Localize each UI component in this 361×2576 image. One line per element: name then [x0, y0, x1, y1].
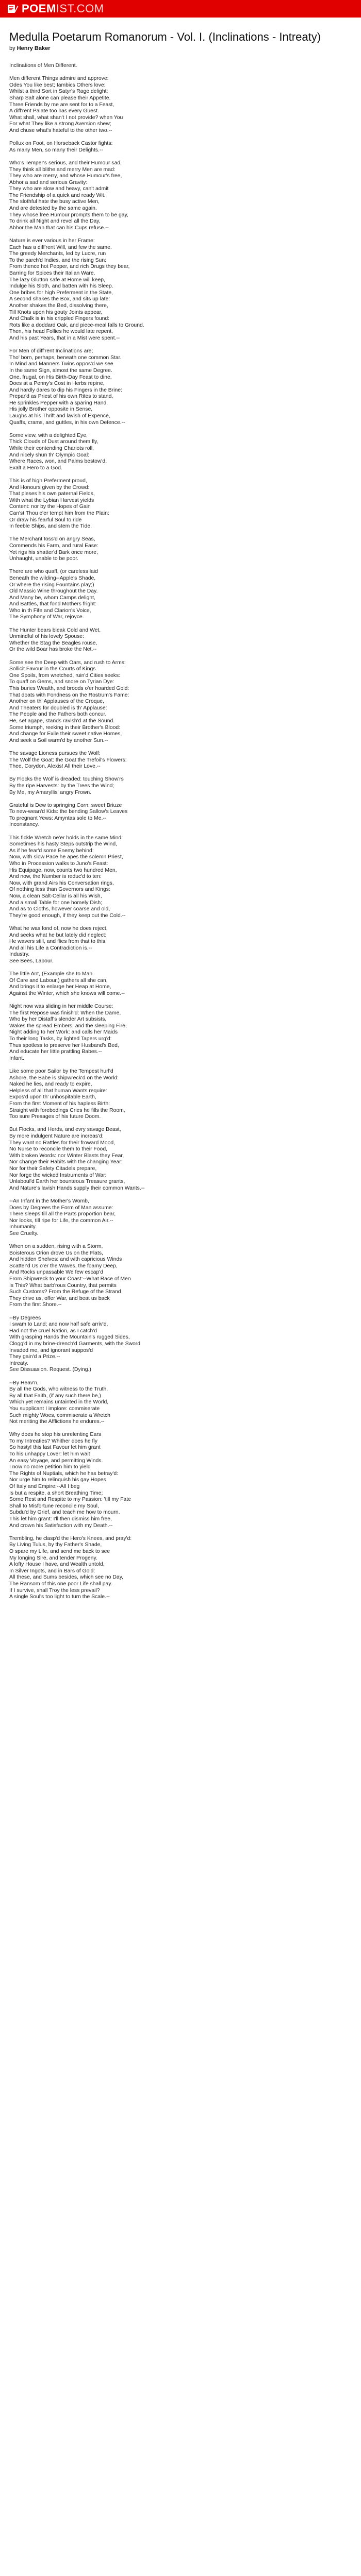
poem-line: And a small Table for one homely Dish;	[9, 900, 103, 906]
poem-line: Prepar'd as Priest of his own Rites to stand,	[9, 394, 113, 400]
poem-line: Thee, Corydon, Alexis! All their Love.--	[9, 764, 101, 770]
poem-line: To pregnant Yews: Amyntas sole to Me.--	[9, 815, 107, 821]
poem-line: As if he fear'd some Enemy behind:	[9, 848, 94, 854]
poem-line: And brings it to enlarge her Heap at Home,	[9, 984, 111, 990]
poem-line: Of nothing less than Governors and Kings:	[9, 887, 110, 893]
poem-line: This is of high Preferment proud,	[9, 478, 87, 484]
poem-line: By more indulgent Nature are increas'd:	[9, 1133, 104, 1139]
poem-line: In the same Sign, almost the same Degree.	[9, 367, 112, 374]
poem-line: --By Heav'n,	[9, 1380, 39, 1386]
poem-line: By all the Gods, who witness to the Truth,	[9, 1386, 108, 1393]
poem-line: Nor looks, till ripe for Life, the common Air.--	[9, 1217, 113, 1224]
poem-stanza	[9, 971, 352, 997]
poem-line: The slothful hate the busy active Men,	[9, 199, 100, 205]
poem-line: Laughs at his Thrift and lavish of Expence,	[9, 413, 110, 419]
poem-stanza	[9, 1004, 352, 1062]
poemist-logo-icon	[7, 3, 19, 14]
poem-line: Whether the Stag the Beagles rouse,	[9, 640, 97, 646]
poem-line: The Merchant toss'd on angry Seas,	[9, 536, 95, 543]
byline-prefix: by	[9, 45, 15, 52]
poem-stanza	[9, 835, 352, 920]
poem-line: Naked he lies, and ready to expire,	[9, 1081, 92, 1088]
poem-line: The Rights of Nuptials, which he has betray'd:	[9, 1470, 119, 1477]
poem-line: In Silver Ingots, and in Bars of Gold:	[9, 1568, 95, 1574]
poem-line: Intreaty.	[9, 1360, 28, 1366]
poem-line: Inclinations of Men Different.	[9, 63, 77, 69]
poem-line: Had not the cruel Nation, as I catch'd	[9, 1328, 97, 1334]
poem-line: Is This? What barb'rous Country, that permits	[9, 1282, 117, 1289]
poem-line: You supplicant I implore: commiserate	[9, 1405, 100, 1412]
poem-line: The lazy Glutton safe at Home will keep,	[9, 277, 105, 283]
poem-line: And are detested by the same again.	[9, 206, 97, 212]
poem-line: If I survive, shall Troy the less prevail?	[9, 1587, 100, 1594]
poem-line: Thick Clouds of Dust around them fly,	[9, 439, 99, 445]
poem-line: His jolly Brother opposite in Sense,	[9, 406, 93, 413]
poem-line: Nor forge the wicked Instruments of War:	[9, 1172, 107, 1178]
poem-line: Is but a respite, a short Breathing Time;	[9, 1490, 103, 1496]
poem-line: In feeble Ships, and stem the Tide.	[9, 523, 92, 530]
poem-line: See Bees, Labour.	[9, 958, 54, 964]
poem-line: Nor urge him to relinquish his gay Hopes	[9, 1477, 106, 1483]
poem-line: And hidden Shelves: and with capricious Winds	[9, 1257, 122, 1263]
poem-stanza	[9, 1127, 352, 1192]
poem-line: They think all blithe and merry Men are mad:	[9, 166, 116, 173]
poem-line: He wavers still, and flies from that to this,	[9, 939, 107, 945]
poem-line: They who are slow and heavy, can't admit	[9, 186, 109, 192]
poem-line: And all his Life a Contradiction is.--	[9, 945, 92, 951]
poem-line: This buries Wealth, and broods o'er hoarded Gold:	[9, 686, 129, 691]
poem-line: Such Customs? From the Refuge of the Strand	[9, 1289, 121, 1295]
poem-stanza	[9, 76, 352, 134]
poem-line: Of Care and Labour,) gathers all she can,	[9, 977, 108, 984]
poem-line: And Rocks unpassable We few escap'd	[9, 1269, 103, 1276]
poem-line: Some Rest and Respite to my Passion: 'till my Fate	[9, 1497, 131, 1503]
poem-line: His Equipage, now, counts two hundred Men,	[9, 867, 117, 873]
poem-line: Commends his Farm, and rural Ease:	[9, 543, 99, 549]
poem-line: Exalt a Hero to a God.	[9, 465, 62, 471]
poem-line: This let him grant: I'll then dismiss him free,	[9, 1516, 112, 1522]
poem-stanza	[9, 238, 352, 342]
poem-line: And seek a Soil warm'd by another Sun.--	[9, 737, 108, 743]
poem-line: Who's Temper's serious, and their Humour sad,	[9, 160, 122, 166]
poem-line: By Living Tulus, by thy Father's Shade,	[9, 1542, 102, 1548]
poem-stanza	[9, 478, 352, 530]
poem-line: Tho' born, perhaps, beneath one common Star.	[9, 354, 122, 361]
poem-line: As many Men, so many their Delights.--	[9, 147, 103, 153]
poem-line: There are who quaff, (or careless laid	[9, 569, 98, 575]
poem-line: I swam to Land; and now half safe arriv'd,	[9, 1321, 108, 1328]
poem-line: Of Italy and Empire:--All I beg	[9, 1484, 80, 1490]
poem-line: My longing Sire, and tender Progeny.	[9, 1555, 97, 1561]
poem-line: Then, his head Follies he would late repent,	[9, 329, 113, 335]
poem-body	[9, 63, 352, 1601]
poem-stanza	[9, 160, 352, 232]
poem-line: To quaff on Gems, and snore on Tyrian Dye:	[9, 679, 114, 685]
poem-line: Where Races, won, and Palms bestow'd,	[9, 459, 107, 465]
poem-stanza	[9, 63, 352, 70]
poem-line: Ashore, the Babe is shipwreck'd on the World:	[9, 1075, 119, 1081]
poem-line: Clogg'd in my brine-drench'd Garments, with the Sword	[9, 1341, 141, 1347]
poem-stanza	[9, 1069, 352, 1121]
poem-line: With what the Lybian Harvest yields	[9, 497, 94, 503]
poem-line: And nicely shun th' Olympic Goal:	[9, 452, 90, 458]
poem-line: Another shakes the Bed, dissolving there,	[9, 302, 108, 309]
poem-line: Pollux on Foot, on Horseback Castor fights:	[9, 141, 113, 147]
poem-line: Beneath the wilding--Apple's Shade,	[9, 575, 96, 581]
poem-line: And Theaters for doubled is th' Applause:	[9, 705, 107, 711]
poem-line: Which yet remains untainted in the World,	[9, 1399, 109, 1405]
logo-word: POEM	[22, 2, 56, 15]
poem-line: But Flocks, and Herds, and evry savage Beast,	[9, 1127, 121, 1133]
poem-line: Like some poor Sailor by the Tempest hurl'd	[9, 1069, 113, 1075]
poem-line: One bribes for high Preferment in the State,	[9, 290, 113, 296]
poem-line: By the ripe Harvests: by the Trees the Wind;	[9, 783, 114, 789]
poem-line: Sometimes his hasty Steps outstrip the Wind,	[9, 841, 118, 848]
poem-line: Trembling, he clasp'd the Hero's Knees, and pray'd:	[9, 1535, 132, 1541]
poem-line: They whose free Humour prompts them to be gay,	[9, 212, 128, 218]
poem-line: Rots like a doddard Oak, and piece-meal falls to Ground.	[9, 322, 144, 328]
poem-line: A lofty House I have, and Wealth untold,	[9, 1562, 105, 1568]
poem-stanza	[9, 1198, 352, 1238]
poem-line: Subdu'd by Grief, and teach me how to mourn.	[9, 1510, 120, 1516]
poem-line: The first Repose was finish'd: When the Dame,	[9, 1010, 121, 1016]
poem-line: He, set agape, stands ravish'd at the Sound.	[9, 718, 115, 724]
poem-line: And Many be, whom Camps delight,	[9, 595, 95, 601]
poem-line: This fickle Wretch ne'er holds in the same Mind:	[9, 835, 123, 841]
poem-line: For what They like a strong Aversion shew;	[9, 121, 111, 127]
poem-line: See Dissuasion. Request. (Dying.)	[9, 1367, 91, 1373]
poem-stanza	[9, 803, 352, 828]
poem-line: Wakes the spread Embers, and the sleeping Fire,	[9, 1023, 127, 1029]
poem-line: To drink all Night and revel all the Day,	[9, 218, 101, 225]
poem-line: Straight with forebodings Cries he fills the Room,	[9, 1107, 125, 1113]
poem-line: Quaffs, crams, and guttles, in his own Defence.--	[9, 419, 125, 426]
poem-line: A single Soul's too light to turn the Scale.--	[9, 1594, 110, 1600]
site-header	[0, 0, 361, 18]
poem-line: And change for Exile their sweet native Homes,	[9, 731, 122, 737]
poem-line: Sollicit Favour in the Courts of Kings.	[9, 666, 97, 672]
poem-line: The savage Lioness pursues the Wolf:	[9, 750, 101, 756]
poem-line: The People and the Fathers both concur.	[9, 711, 107, 718]
poem-stanza	[9, 926, 352, 965]
poem-line: They who are merry, and whose Humour's free,	[9, 173, 122, 179]
poem-line: What shall, what shan't I not provide? when You	[9, 114, 123, 121]
poem-stanza	[9, 751, 352, 770]
poem-stanza	[9, 1380, 352, 1426]
poem-line: Scatter'd Us o'er the Waves, the foamy Deep,	[9, 1263, 118, 1269]
poem-line: Content: nor by the Hopes of Gain	[9, 504, 91, 510]
poem-line: The Hunter bears bleak Cold and Wet,	[9, 627, 101, 633]
poem-line: Unhaught, unable to be poor.	[9, 556, 79, 562]
poem-line: Now, with slow Pace he apes the solemn Priest,	[9, 854, 123, 860]
poem-line: By Me, my Amaryllis' angry Frown.	[9, 789, 92, 795]
poem-line: When on a sudden, rising with a Storm,	[9, 1244, 103, 1250]
poem-stanza	[9, 1432, 352, 1529]
poem-line: All these, and Sums besides, which see no Day,	[9, 1574, 124, 1581]
poem-author[interactable]: Henry Baker	[17, 45, 51, 52]
poem-line: What he was fond of, now he does reject,	[9, 925, 108, 931]
poem-line: Some triumph, reeking in their Brother's Blood:	[9, 724, 121, 731]
poem-line: Some view, with a delighted Eye,	[9, 432, 88, 438]
poem-line: There sleeps till all the Parts proportion bear,	[9, 1211, 116, 1217]
poem-line: Yet rigs his shatter'd Bark once more,	[9, 549, 98, 555]
poem-line: To his unhappy Lover: let him wait	[9, 1451, 90, 1458]
poem-line: That pleses his own paternal Fields,	[9, 491, 95, 497]
poem-byline	[9, 45, 352, 52]
poem-line: Or where the rising Fountains play;)	[9, 582, 94, 588]
poem-line: And Battles, that fond Mothers fright:	[9, 601, 96, 607]
poem-line: Industry.	[9, 952, 30, 958]
poem-line: Indulge his Sloth, and batten with his Sleep.	[9, 283, 113, 290]
poem-line: While their contending Chariots roll,	[9, 446, 94, 452]
poem-line: Does by Degrees the Form of Man assume:	[9, 1205, 113, 1211]
poem-line: And Nature's lavish Hands supply their common Wants.--	[9, 1185, 145, 1191]
poem-line: Odes You like best; Iambics Others love:	[9, 82, 106, 88]
poem-line: Nor for their Safety Citadels prepare,	[9, 1165, 97, 1172]
poem-line: Who in th Fife and Clarion's Voice,	[9, 607, 91, 614]
poem-line: From the first Moment of his hapless Birth:	[9, 1101, 110, 1107]
poem-stanza	[9, 628, 352, 653]
logo-suffix: IST.COM	[56, 2, 104, 15]
poem-line: Inhumanity.	[9, 1224, 37, 1230]
poem-stanza	[9, 433, 352, 472]
poem-line: And hardly dares to dip his Fingers in the Brine:	[9, 387, 122, 393]
poem-line: And crown his Satisfaction with my Death.--	[9, 1522, 113, 1529]
poem-line: Three Friends by me are sent for to a Feast,	[9, 101, 114, 108]
poem-line: Invaded me, and ignorant suppos'd	[9, 1347, 93, 1353]
poem-line: Nor change their Habits with the changing Year:	[9, 1159, 123, 1165]
poem-line: Night adding to her Work: and calls her Maids	[9, 1029, 118, 1036]
poem-line: Till Knots upon his gouty Joints appear,	[9, 309, 103, 315]
poem-line: Too sure Presages of his future Doom.	[9, 1114, 101, 1120]
poem-line: And chuse what's hateful to the other two.--	[9, 127, 112, 133]
poem-stanza	[9, 776, 352, 796]
poem-line: Barring for Spices their Italian Ware.	[9, 270, 95, 276]
poem-line: Nature is ever various in her Frame:	[9, 238, 95, 244]
poem-line: O spare my Life, and send me back to see	[9, 1548, 110, 1554]
poem-line: And Chalk is in his crippled Fingers found:	[9, 316, 110, 322]
poem-line: The greedy Merchants, led by Lucre, run	[9, 251, 106, 257]
poem-stanza	[9, 536, 352, 562]
poem-line: And now, the Number is reduc'd to ten:	[9, 874, 102, 880]
poem-line: --By Degrees	[9, 1315, 41, 1321]
poem-line: Abhor the Man that can his Cups refuse.--	[9, 225, 109, 231]
poem-line: For Men of diff'rent Inclinations are;	[9, 348, 93, 354]
poem-line: And as to Cloths, however coarse and old,	[9, 906, 110, 912]
poem-line: Shall to Misfortune reconcile my Soul,	[9, 1503, 99, 1509]
poem-line: To the parch'd Indies, and the rising Sun:	[9, 257, 106, 263]
poem-line: Another on th' Applauses of the Croque,	[9, 699, 104, 705]
poem-line: And educate her little prattling Babes.--	[9, 1049, 102, 1055]
poem-line: The Ransom of this one poor Life shall pay.	[9, 1581, 112, 1587]
poem-line: Who by her Distaff's slender Art subsists,	[9, 1016, 107, 1023]
poem-line: And seeks what he but lately did neglect:	[9, 932, 107, 938]
poem-line: The Symphony of War, rejoyce.	[9, 614, 84, 620]
poem-line: The little Ant, (Example she to Man	[9, 971, 93, 977]
poem-line: Expos'd upon th' unhospitable Earth,	[9, 1094, 96, 1100]
poem-line: Some see the Deep with Oars, and rush to Arms:	[9, 659, 126, 666]
poem-line: --An Infant in the Mother's Womb,	[9, 1198, 89, 1204]
poem-line: They gain'd a Prize.--	[9, 1354, 60, 1360]
poem-line: In Mind and Manners Twins oppos'd we see	[9, 361, 113, 367]
poem-line: To my Intreaties? Whither does he fly	[9, 1438, 97, 1444]
poem-line: Or the wild Boar has broke the Net.--	[9, 647, 97, 653]
poem-line: A second shakes the Box, and sits up late:	[9, 296, 110, 302]
poem-line: Does at a Penny's Cost in Herbs repine,	[9, 381, 105, 387]
poem-line: And Honours given by the Crowd:	[9, 484, 90, 490]
poem-line: To new-wean'd Kids: the bending Sallow's Leaves	[9, 809, 128, 815]
poem-line: To their long Tasks, by lighted Tapers urg'd:	[9, 1036, 112, 1042]
poem-line: Infant.	[9, 1055, 24, 1061]
poem-line: One, frugal, on His Birth-Day Feast to dine,	[9, 374, 112, 380]
poem-line: Men different Things admire and approve:	[9, 76, 109, 82]
poem-line: By all that Faith, (if any such there be,)	[9, 1393, 101, 1399]
poem-line: A diff'rent Palate too has every Guest.	[9, 108, 99, 114]
poem-line: An easy Voyage, and permitting Winds.	[9, 1458, 103, 1464]
poem-stanza	[9, 348, 352, 426]
poem-line: One Spoils, from wretched, ruin'd Cities seeks:	[9, 672, 121, 679]
poem-line: Why does he stop his unrelenting Ears	[9, 1432, 101, 1438]
poem-stanza	[9, 1315, 352, 1374]
poem-line: He sprinkles Pepper with a sparing Hand.	[9, 400, 108, 406]
site-logo[interactable]	[7, 2, 104, 15]
poem-stanza	[9, 660, 352, 744]
poem-line: No Nurse to reconcile them to their Food,	[9, 1146, 108, 1153]
poem-line: They want no Rattles for their froward Mood,	[9, 1140, 116, 1146]
poem-line: Unlaboul'd Earth her bounteous Treasure grants,	[9, 1179, 125, 1185]
poem-line: Old Massic Wine throughout the Day.	[9, 588, 98, 595]
poem-line: See Cruelty.	[9, 1230, 39, 1236]
poem-line: Unmindful of his lovely Spouse:	[9, 634, 84, 640]
poem-line: From the first Shore.--	[9, 1302, 62, 1308]
poem-line: Not meriting the Afflictions he endures.--	[9, 1419, 105, 1425]
poem-stanza	[9, 1536, 352, 1601]
poem-stanza	[9, 141, 352, 154]
poem-line: Abhor a sad and serious Gravity:	[9, 179, 88, 185]
poem-line: Whilst a third Sort in Satyr's Rage delight:	[9, 89, 108, 95]
poem-stanza	[9, 569, 352, 621]
poem-line: Grateful is Dew to springing Corn: sweet Briuze	[9, 802, 122, 808]
poem-line: With broken Words: nor Winter Blasts they Fear,	[9, 1153, 124, 1159]
poem-line: Helpless of all that human Wants require:	[9, 1088, 107, 1094]
poem-line: Night now was sliding in her middle Course:	[9, 1004, 113, 1010]
poem-line: Each has a diff'rent Will, and few the same.	[9, 244, 112, 250]
poem-line: So hasty! this last Favour let him grant	[9, 1445, 101, 1451]
poem-line: Who in Procession walks to Juno's Feast:	[9, 861, 108, 867]
poem-line: They're good enough, if they keep out the Cold.--	[9, 912, 126, 919]
poem-line: Now, with grand Airs his Conversation rings,	[9, 880, 114, 886]
poem-line: The Friendship of a quick and ready Wit.	[9, 192, 106, 198]
poem-line: The Wolf the Goat: the Goat the Trefoil's Flowers:	[9, 757, 127, 763]
poem-stanza	[9, 1244, 352, 1309]
poem-line: Inconstancy.	[9, 822, 39, 828]
poem-line: From thence hot Pepper, and rich Drugs they bear,	[9, 264, 130, 270]
poem-line: Against the Winter, which she knows will come.--	[9, 990, 125, 996]
poem-line: Sharp Salt alone can please their Appetite.	[9, 95, 111, 101]
poem-line: They drive us, offer War, and beat us back	[9, 1295, 110, 1301]
poem-line: Can'st Thou e'er tempt him from the Plain:	[9, 510, 109, 516]
poem-line: With grasping Hands the Mountain's rugged Sides,	[9, 1334, 130, 1341]
poem-line: By Flocks the Wolf is dreaded: touching Show'rs	[9, 776, 124, 783]
poem-line: Boisterous Orion drove Us on the Flats,	[9, 1250, 103, 1256]
poem-line: From Shipwreck to your Coast:--What Race of Men	[9, 1276, 131, 1282]
poem-line: Now, a clean Salt-Cellar is all his Wish,	[9, 893, 102, 899]
poem-line: And his past Years, that in a Mist were spent.--	[9, 335, 120, 341]
poem-line: Thus spotless to preserve her Husband's Bed,	[9, 1042, 119, 1048]
poem-line: Or draw his fearful Soul to ride	[9, 517, 82, 523]
poem-title: Medulla Poetarum Romanorum - Vol. I. (Inclinations - Intreaty)	[9, 30, 321, 43]
poem-line: That doats with Fondness on the Rostrum's Fame:	[9, 692, 129, 698]
poem-line: Such mighty Woes, commiserate a Wretch	[9, 1412, 110, 1418]
poem-line: I now no more petition him to yield	[9, 1464, 91, 1470]
poem-content	[0, 18, 361, 1601]
